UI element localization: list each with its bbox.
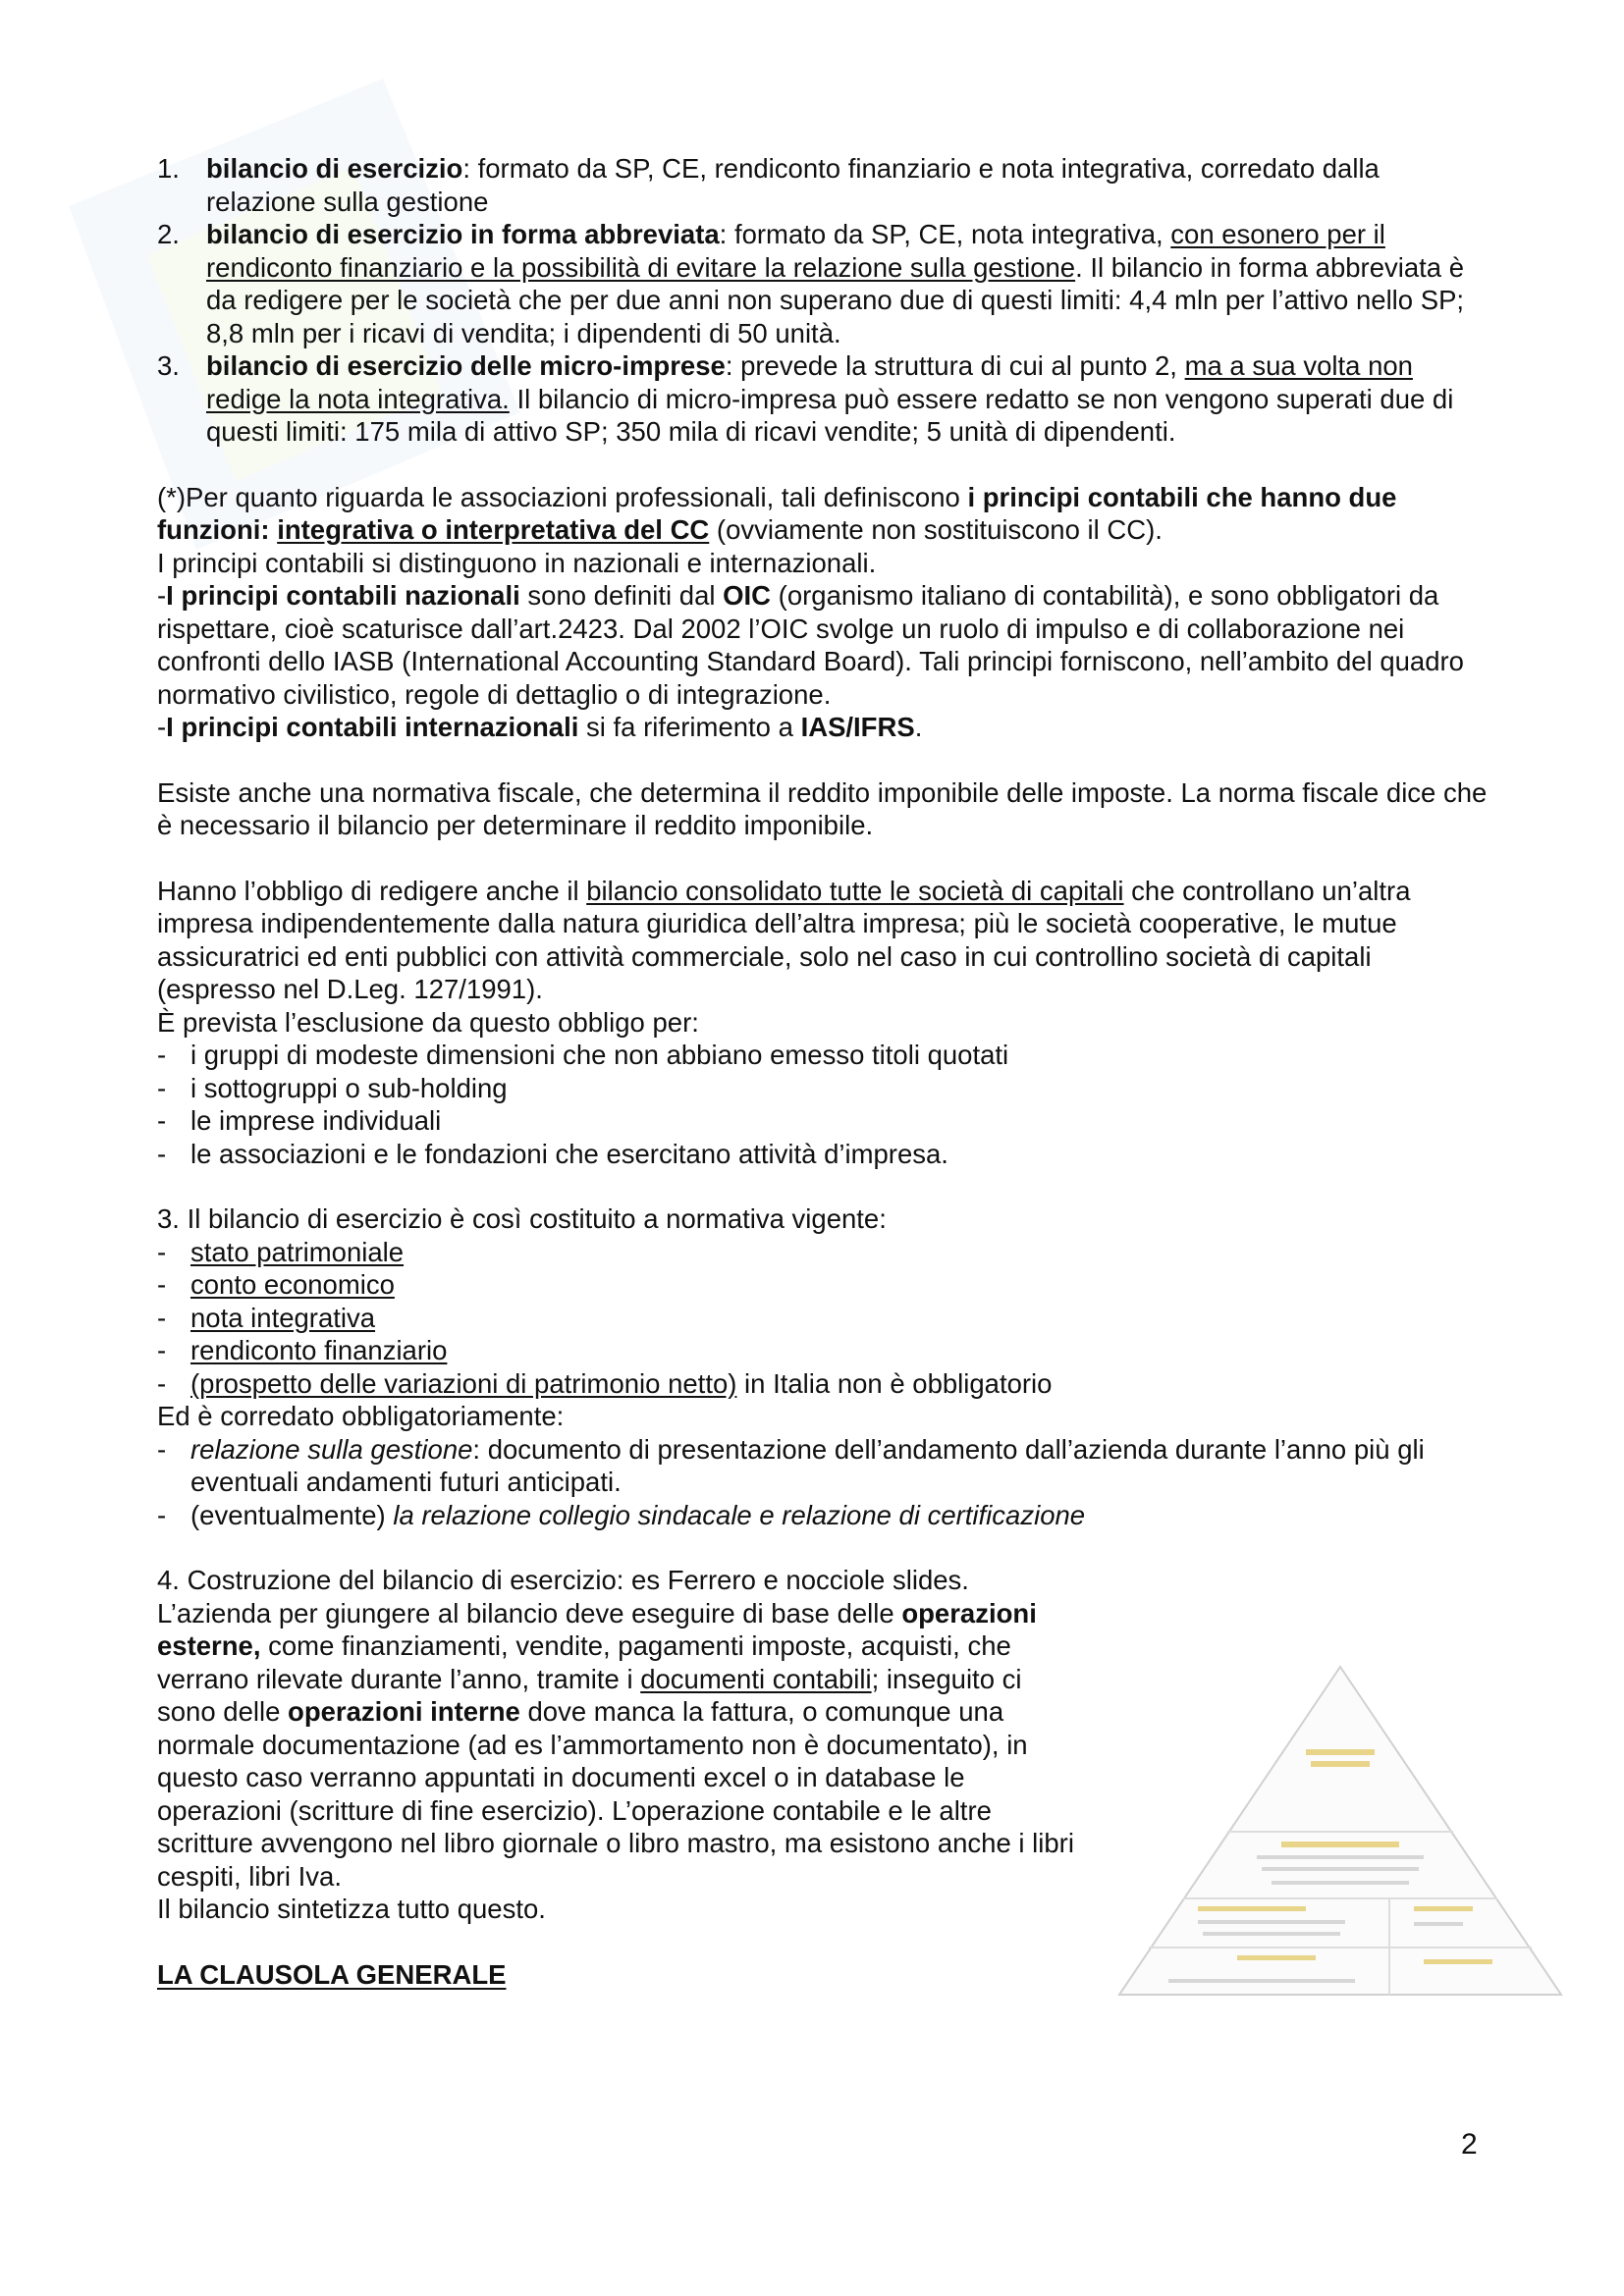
- fiscale-paragraph: Esiste anche una normativa fiscale, che determina il reddito imponibile delle imposte. La norma fiscale dice che è necessario il bilancio per determinare il reddito imponibile.: [157, 776, 1488, 840]
- corredo-intro: Ed è corredato obbligatoriamente:: [157, 1401, 565, 1431]
- principi-internazionali: -I principi contabili internazionali si fa riferimento a IAS/IFRS.: [157, 712, 923, 742]
- sec4-closing: Il bilancio sintetizza tutto questo.: [157, 1894, 546, 1924]
- principi-paragraph: (*)Per quanto riguarda le associazioni professionali, tali definiscono i principi contabili che hanno due funzioni: integrativa o interpretativa del CC (ovviamente non sostituiscono il CC).: [157, 481, 1397, 545]
- list-item: - rendiconto finanziario: [157, 1335, 448, 1365]
- list-item: - i gruppi di modeste dimensioni che non abbiano emesso titoli quotati: [157, 1040, 1009, 1070]
- list-item: - (prospetto delle variazioni di patrimonio netto) in Italia non è obbligatorio: [157, 1367, 1053, 1399]
- list-item: - i sottogruppi o sub-holding: [157, 1072, 508, 1103]
- list-item: - stato patrimoniale: [157, 1236, 405, 1267]
- list-item: 2. bilancio di esercizio in forma abbreviata: formato da SP, CE, nota integrativa, con esonero per il rendiconto finanziario e la possibilità di evitare la relazione sulla gestione. Il bilancio in forma abbreviata è da redigere per le società che per due anni non superano due di questi limiti: 4,4 mln per l’attivo nello SP; 8,8 mln per i ricavi di vendita; i dipendenti di 50 unità.: [157, 219, 1465, 348]
- sec4-paragraph: L’azienda per giungere al bilancio deve eseguire di base delle operazioni esterne, come finanziamenti, vendite, pagamenti imposte, acquisti, che verrano rilevate durante l’anno, tramite i documenti contabili; inseguito ci sono delle operazioni interne dove manca la fattura, o comunque una normale documentazione (ad es l’ammortamento non è documentato), in questo caso verranno appuntati in documenti excel o in database le operazioni (scritture di fine esercizio). L’operazione contabile e le altre scritture avvengono nel libro giornale o libro mastro, ma esistono anche i libri cespiti, libri Iva.: [157, 1597, 1074, 1892]
- bilancio-types-list: [157, 152, 1492, 449]
- list-item: - (eventualmente) la relazione collegio sindacale e relazione di certificazione: [157, 1499, 1086, 1530]
- section-heading: LA CLAUSOLA GENERALE: [157, 1958, 507, 1990]
- consolidato-paragraph: Hanno l’obbligo di redigere anche il bilancio consolidato tutte le società di capitali che controllano un’altra impresa indipendentemente dalla natura giuridica dell’altra impresa; più le società cooperative, le mutue assicuratrici ed enti pubblici con attività commerciale, solo nel caso in cui controllino società di capitali (espresso nel D.Leg. 127/1991).: [157, 875, 1411, 1004]
- list-item: - relazione sulla gestione: documento di presentazione dell’andamento dall’azienda durante l’anno più gli eventuali andamenti futuri anticipati.: [157, 1433, 1425, 1497]
- sec4-block: [157, 1564, 1080, 1926]
- list-item: - conto economico: [157, 1269, 395, 1300]
- page-number: 2: [1461, 2128, 1478, 2161]
- list-item-title: bilancio di esercizio: [206, 153, 463, 184]
- principi-nazionali: -I principi contabili nazionali sono definiti dal OIC (organismo italiano di contabilità), e sono obbligatori da rispettare, cioè scaturisce dall’art.2423. Dal 2002 l’OIC svolge un ruolo di impulso e di collaborazione nei confronti dello IASB (International Accounting Standard Board). Tali principi forniscono, nell’ambito del quadro normativo civilistico, regole di dettaglio o di integrazione.: [157, 580, 1464, 710]
- esclusione-intro: È prevista l’esclusione da questo obbligo per:: [157, 1006, 699, 1038]
- list-item: 3. bilancio di esercizio delle micro-imprese: prevede la struttura di cui al punto 2, ma a sua volta non redige la nota integrativa. Il bilancio di micro-impresa può essere redatto se non vengono superati due di questi limiti: 175 mila di attivo SP; 350 mila di ricavi vendite; 5 unità di dipendenti.: [157, 350, 1454, 447]
- sec3-intro: 3. Il bilancio di esercizio è così costituito a normativa vigente:: [157, 1203, 887, 1234]
- list-item-title: bilancio di esercizio in forma abbreviata: [206, 219, 720, 249]
- pyramid-diagram-image: [1110, 1659, 1571, 2002]
- sec4-title: 4. Costruzione del bilancio di esercizio: es Ferrero e nocciole slides.: [157, 1565, 969, 1595]
- list-item: - le associazioni e le fondazioni che esercitano attività d’impresa.: [157, 1138, 948, 1169]
- list-item-title: bilancio di esercizio delle micro-imprese: [206, 350, 726, 381]
- list-item: - nota integrativa: [157, 1302, 376, 1333]
- list-item: - le imprese individuali: [157, 1105, 442, 1136]
- list-item: 1. bilancio di esercizio: formato da SP, CE, rendiconto finanziario e nota integrativa, corredato dalla relazione sulla gestione: [157, 153, 1380, 217]
- principi-types: I principi contabili si distinguono in nazionali e internazionali.: [157, 547, 877, 578]
